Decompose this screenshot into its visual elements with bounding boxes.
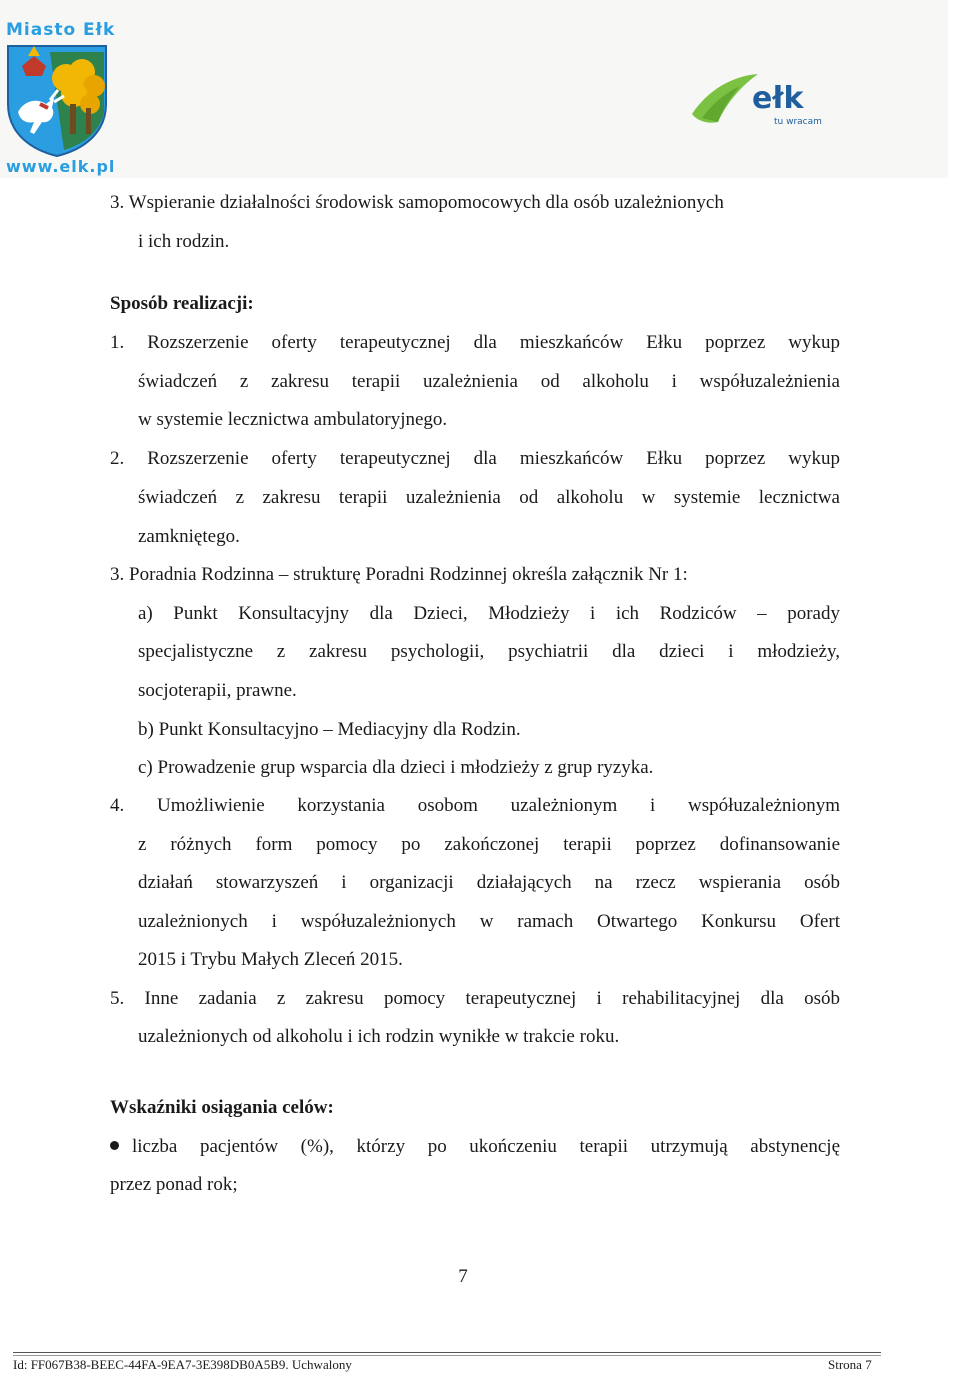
w1-line-1: liczba pacjentów (%), którzy po ukończeniu terapii utrzymują abstynencję bbox=[132, 1136, 840, 1157]
s2-line-1: 2. Rozszerzenie oferty terapeutycznej dla mieszkańców Ełku poprzez wykup bbox=[110, 448, 840, 469]
s4-line-4: uzależnionych i współuzależnionych w ramach Otwartego Konkursu Ofert bbox=[138, 911, 840, 932]
footer-page-label: Strona 7 bbox=[828, 1357, 872, 1372]
svg-text:ełk: ełk bbox=[752, 81, 804, 116]
s1-line-3: w systemie lecznictwa ambulatoryjnego. bbox=[138, 409, 448, 430]
s3a-line-1: a) Punkt Konsultacyjny dla Dzieci, Młodzieży i ich Rodziców – porady bbox=[138, 603, 840, 624]
item-3-line-1: 3. Wspieranie działalności środowisk samopomocowych dla osób uzależnionych bbox=[110, 192, 724, 213]
s4-line-3: działań stowarzyszeń i organizacji działających na rzecz wspierania osób bbox=[138, 872, 840, 893]
item-3-line-2: i ich rodzin. bbox=[138, 231, 230, 252]
bullet-icon bbox=[110, 1141, 119, 1150]
footer-divider bbox=[13, 1355, 881, 1356]
city-url: www.elk.pl bbox=[6, 157, 116, 176]
elk-logo-icon bbox=[688, 70, 848, 130]
s4-line-5: 2015 i Trybu Małych Zleceń 2015. bbox=[138, 949, 403, 970]
s1-line-1: 1. Rozszerzenie oferty terapeutycznej dla mieszkańców Ełku poprzez wykup bbox=[110, 332, 840, 353]
section-heading-sposob: Sposób realizacji: bbox=[110, 293, 254, 314]
s3a-line-2: specjalistyczne z zakresu psychologii, psychiatrii dla dzieci i młodzieży, bbox=[138, 641, 840, 662]
s2-line-3: zamkniętego. bbox=[138, 526, 240, 547]
s3c-line: c) Prowadzenie grup wsparcia dla dzieci i młodzieży z grup ryzyka. bbox=[138, 757, 654, 778]
w1-line-2: przez ponad rok; bbox=[110, 1174, 238, 1195]
footer-divider bbox=[13, 1352, 881, 1353]
s5-line-1: 5. Inne zadania z zakresu pomocy terapeutycznej i rehabilitacyjnej dla osób bbox=[110, 988, 840, 1009]
s1-line-2: świadczeń z zakresu terapii uzależnienia od alkoholu i współuzależnienia bbox=[138, 371, 840, 392]
city-crest-icon bbox=[4, 42, 110, 158]
s3b-line: b) Punkt Konsultacyjno – Mediacyjny dla Rodzin. bbox=[138, 719, 521, 740]
s5-line-2: uzależnionych od alkoholu i ich rodzin wynikłe w trakcie roku. bbox=[138, 1026, 620, 1047]
s2-line-2: świadczeń z zakresu terapii uzależnienia od alkoholu w systemie lecznictwa bbox=[138, 487, 840, 508]
s4-line-2: z różnych form pomocy po zakończonej terapii poprzez dofinansowanie bbox=[138, 834, 840, 855]
section-heading-wskazniki: Wskaźniki osiągania celów: bbox=[110, 1097, 334, 1118]
s4-line-1: 4. Umożliwienie korzystania osobom uzależnionym i współuzależnionym bbox=[110, 795, 840, 816]
s3-line-1: 3. Poradnia Rodzinna – strukturę Poradni Rodzinnej określa załącznik Nr 1: bbox=[110, 564, 688, 585]
svg-text:tu wracam: tu wracam bbox=[774, 117, 822, 127]
city-name: Miasto Ełk bbox=[6, 20, 116, 40]
footer-document-id: Id: FF067B38-BEEC-44FA-9EA7-3E398DB0A5B9. Uchwalony bbox=[13, 1357, 352, 1372]
page-number: 7 bbox=[458, 1266, 468, 1287]
s3a-line-3: socjoterapii, prawne. bbox=[138, 680, 297, 701]
